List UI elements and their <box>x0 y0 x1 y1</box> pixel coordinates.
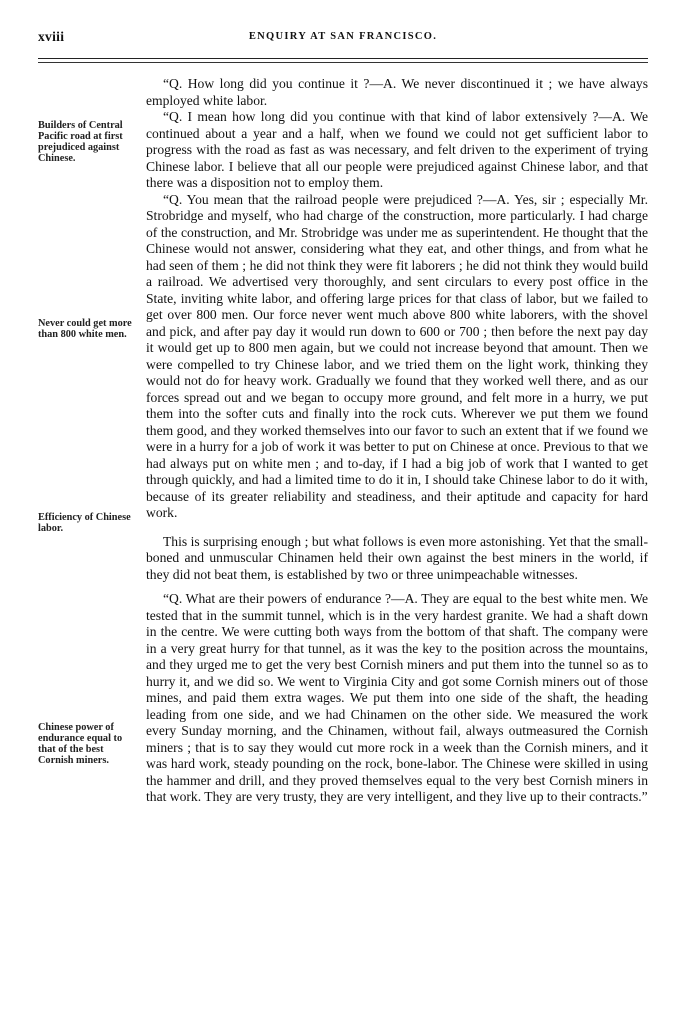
page-header <box>38 29 648 49</box>
sidenote-endurance: Chinese power of endurance equal to that of the best Cornish miners. <box>38 722 123 766</box>
header-rule-thin <box>38 62 648 63</box>
header-rule <box>38 58 648 59</box>
sidenote-builders-prejudiced: Builders of Central Pacific road at first prejudiced against Chinese. <box>38 120 123 164</box>
paragraph-q-how-long: “Q. How long did you continue it ?—A. We never discontinued it ; we have always employed white labor. <box>146 76 648 108</box>
sidenote-white-men-limit: Never could get more than 800 white men. <box>38 318 132 340</box>
running-title: ENQUIRY AT SAN FRANCISCO. <box>248 31 438 42</box>
paragraph-commentary: This is surprising enough ; but what follows is even more astonishing. Yet that the small-boned and unmuscular Chinamen held their own against the best miners in the world, if they did not beat them, is established by two or three unimpeachable witnesses. <box>146 533 648 582</box>
paragraph-q-prejudiced: “Q. You mean that the railroad people were prejudiced ?—A. Yes, sir ; especially Mr. Strobridge and myself, who had charge of the construction, more particularly. I had charge of the construction, and Mr. Strobridge was under me as superintendent. He thought that the Chinese would not answer, considering what they eat, and other things, and from what he had seen of them ; he did not think they were fit laborers ; he did not think they would build a railroad. We advertised very thoroughly, and sent circulars to every post office in the State, inviting white labor, and offering large prices for that class of labor, but we failed to get over 800 men. Our force never went much above 800 white laborers, with the shovel and pick, and after pay day it would run down to 600 or 700 ; then before the next pay day it would get up to 800 men again, but we could not increase beyond that amount. Then we were compelled to try Chinese labor, and we tried them on the light work, thinking they would not do for heavy work. Gradually we found that they worked well there, and as our forces spread out and we began to occupy more ground, and felt more in a hurry, we put them into the softer cuts and finally into the rock cuts. Wherever we put them we found them good, and they worked themselves into our favor to such an extent that if we found we were in a hurry for a job of work it was better to put on Chinese at once. Previous to that we had always put on white men ; and to-day, if I had a big job of work that I wanted to get through quickly, and had a limited time to do it in, I should take Chinese labor to do it with, because of its greater reliability and steadiness, and their aptitude and capacity for hard work. <box>146 191 648 520</box>
paragraph-q-extensively: “Q. I mean how long did you continue with that kind of labor extensively ?—A. We continued about a year and a half, when we found we could not get sufficient labor to progress with the road as fast as was necessary, and felt driven to the experiment of trying Chinese labor. I believe that all our people were prejudiced against Chinese labor, and that there was a disposition not to employ them. <box>146 109 648 190</box>
sidenote-efficiency: Efficiency of Chinese labor. <box>38 512 131 534</box>
paragraph-q-endurance: “Q. What are their powers of endurance ?—A. They are equal to the best white men. We tested that in the summit tunnel, which is in the very hardest granite. We had a shaft down in the centre. We were cutting both ways from the bottom of that shaft. The company were in a very great hurry for that tunnel, as it was the key to the position across the mountains, and they urged me to get the very best Cornish miners and put them into the tunnel so as to hurry it, and we did so. We went to Virginia City and got some Cornish miners out of those mines, and paid them extra wages. We put them into one side of the shaft, the heading leading from one side, and we had Chinamen on the other side. We measured the work every Sunday morning, and the Chinamen, without fail, always outmeasured the Cornish miners ; that is to say they would cut more rock in a week than the Cornish miners, and it was hard work, steady pounding on the rock, bone-labor. The Chinese were skilled in using the hammer and drill, and they proved themselves equal to the very best Cornish miners in that work. They are very trusty, they are very intelligent, and they live up to their contracts.” <box>146 591 648 804</box>
page-number: xviii <box>38 29 65 44</box>
main-text <box>146 76 648 806</box>
